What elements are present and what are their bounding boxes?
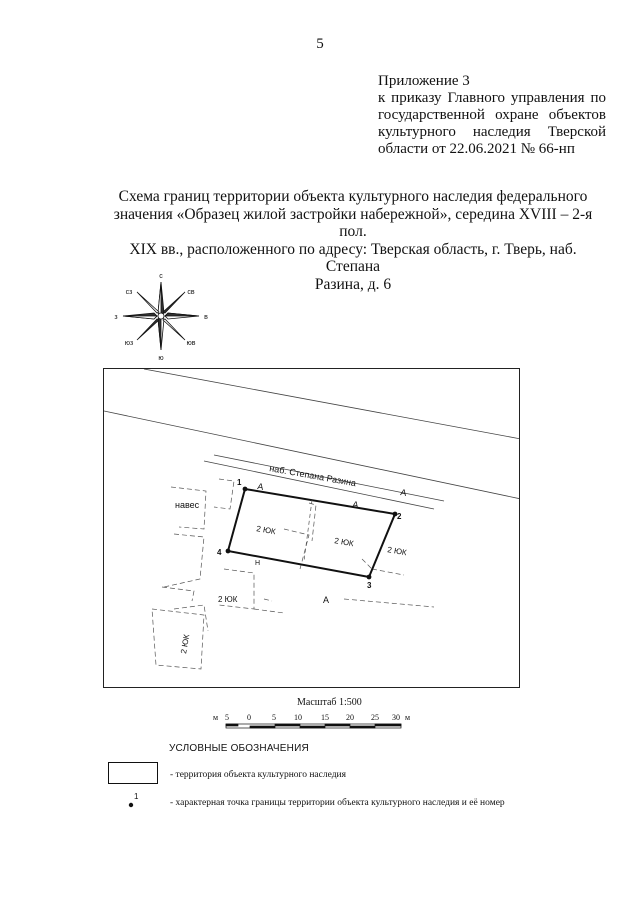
boundary-point-3 xyxy=(367,575,372,580)
scale-tick: 15 xyxy=(321,713,329,722)
compass-label-s: ю xyxy=(158,355,164,362)
point-label-2: 2 xyxy=(397,512,402,521)
legend-point-text: - характерная точка границы территории объекта культурного наследия и её номер xyxy=(170,798,505,808)
zone-label: А xyxy=(256,481,265,493)
legend-point-icon xyxy=(128,791,158,815)
scale-unit-left: м xyxy=(213,713,219,722)
zone-label: Н xyxy=(255,560,261,567)
title-line: XIX вв., расположенного по адресу: Тверская область, г. Тверь, наб. Степана xyxy=(129,240,577,275)
compass-label-n: с xyxy=(159,273,163,280)
title-line: Схема границ территории объекта культурного наследия федерального xyxy=(118,188,588,205)
building-label: 2 ЮК xyxy=(386,545,408,558)
appendix-line: к приказу Главного управления по xyxy=(378,90,606,106)
scale-tick: 5 xyxy=(272,713,276,722)
zone-label: А xyxy=(323,595,330,605)
scale-tick: 10 xyxy=(294,713,302,722)
scale-label: Масштаб 1:500 xyxy=(297,697,362,708)
zone-label: А xyxy=(351,499,360,511)
compass-label-e: в xyxy=(204,314,208,321)
building-label: 2 ЮК xyxy=(179,633,192,655)
scale-bar xyxy=(210,710,425,738)
canopy-label: навес xyxy=(175,500,200,510)
site-plan xyxy=(104,369,520,688)
scale-tick: 20 xyxy=(346,713,354,722)
point-label-1: 1 xyxy=(237,478,242,487)
building-label: 2 ЮК xyxy=(333,536,355,549)
title-line: значения «Образец жилой застройки набережной», середина XVIII – 2-я пол. xyxy=(113,205,593,240)
title-line: Разина, д. 6 xyxy=(314,275,392,293)
compass-label-ne: св xyxy=(187,289,195,296)
building-label: 2 ЮК xyxy=(218,595,238,604)
boundary-point-1 xyxy=(243,487,248,492)
compass-label-se: юв xyxy=(186,340,196,347)
appendix-line: области от 22.06.2021 № 66-нп xyxy=(378,141,575,157)
appendix-header xyxy=(378,73,606,158)
scale-tick: 0 xyxy=(247,713,251,722)
point-label-3: 3 xyxy=(367,581,372,590)
zone-label: А xyxy=(399,487,408,499)
boundary-point-4 xyxy=(226,549,231,554)
legend-territory-text: - территория объекта культурного наследия xyxy=(170,770,346,780)
legend-territory-swatch xyxy=(108,762,158,784)
compass-label-w: з xyxy=(114,314,118,321)
appendix-line: культурного наследия Тверской xyxy=(378,124,606,140)
legend-point-number: 1 xyxy=(134,792,139,801)
appendix-line: Приложение 3 xyxy=(378,73,470,89)
street-label: наб. Степана Разина xyxy=(268,463,357,489)
scale-tick: 5 xyxy=(225,713,229,722)
scale-tick: 30 xyxy=(392,713,400,722)
building-label: 2 ЮК xyxy=(255,524,277,537)
appendix-line: государственной охране объектов xyxy=(378,107,606,123)
scale-unit-right: м xyxy=(405,713,411,722)
legend-title: УСЛОВНЫЕ ОБОЗНАЧЕНИЯ xyxy=(169,743,309,754)
page-number: 5 xyxy=(316,36,324,52)
compass-label-nw: сз xyxy=(125,289,133,296)
compass-label-sw: юз xyxy=(124,340,134,347)
map-frame xyxy=(103,368,520,688)
point-label-4: 4 xyxy=(217,548,222,557)
scale-tick: 25 xyxy=(371,713,379,722)
compass-rose-icon xyxy=(111,270,211,362)
